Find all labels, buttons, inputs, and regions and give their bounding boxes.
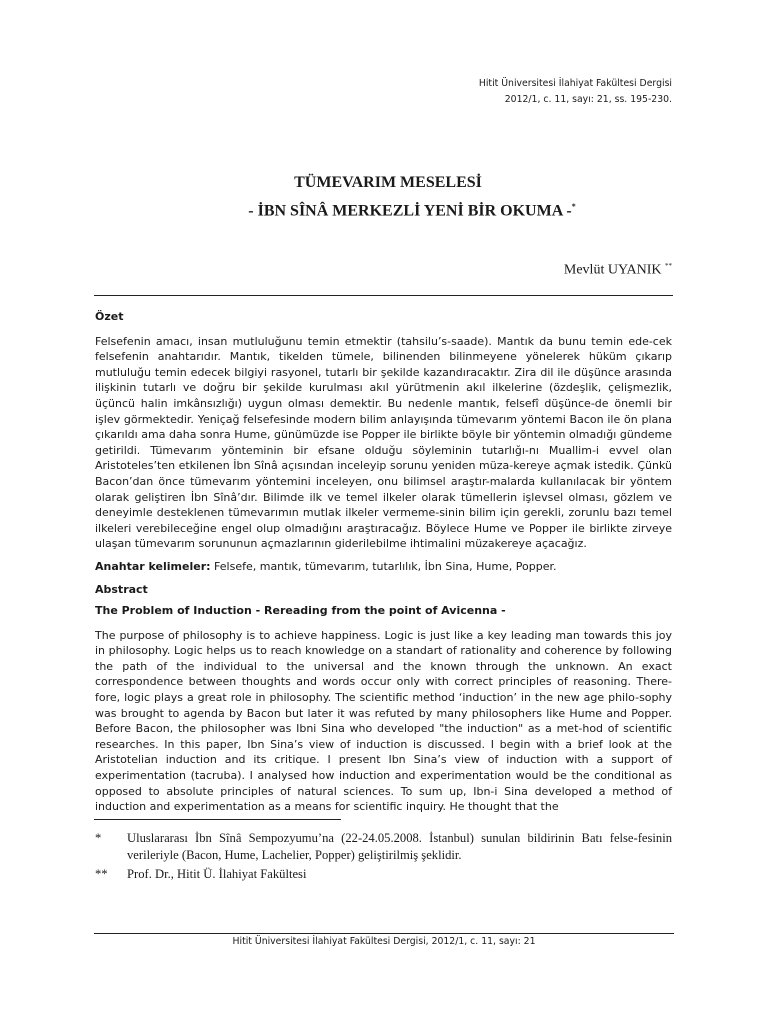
footnotes [95, 830, 672, 885]
keywords-label: Anahtar kelimeler: [95, 559, 211, 573]
ozet-section [95, 309, 672, 815]
header-divider [94, 295, 673, 296]
footnote [95, 866, 672, 883]
footer-divider [94, 933, 674, 934]
journal-issue: 2012/1, c. 11, sayı: 21, ss. 195-230. [504, 94, 672, 105]
keywords [95, 559, 672, 575]
abstract-body: The purpose of philosophy is to achieve happiness. Logic is just like a key leading man towards this joy in philosophy. Logic helps us to reach knowledge on a standart of rationality and coherence by following the path of the individual to the universal and the known through the unknown. An exact correspondence between thoughts and words occur only with correct principles of reasoning. There-fore, logic plays a great role in philosophy. The scientific method ‘induction’ in the new age philo-sophy was brought to agenda by Bacon but later it was refuted by many philosophers like Hume and Popper. Before Bacon, the philosopher was Ibni Sina who developed "the induction" as a met-hod of scientific researches. In this paper, Ibn Sina’s view of induction is discussed. I begin with a brief look at the Aristotelian induction and its critique. I present Ibn Sina’s view of induction with a support of experimentation (tacruba). I analysed how induction and experimentation would be the conditional as opposed to absolute principles of natural sciences. To sum up, Ibn-i Sina developed a method of induction and experimentation as a means for scientific inquiry. He thought that the [95, 628, 672, 814]
footnote [95, 830, 672, 864]
footnote-mark: * [95, 831, 102, 845]
abstract-subtitle: The Problem of Induction - Rereading from the point of Avicenna - [95, 604, 506, 618]
author-name: Mevlüt UYANIK [563, 262, 662, 278]
footnote-divider [94, 819, 341, 820]
author [564, 262, 672, 279]
footnote-text: Prof. Dr., Hitit Ü. İlahiyat Fakültesi [127, 867, 307, 881]
title-footnote-mark: * [571, 202, 576, 211]
article-title: TÜMEVARIM MESELESİ [294, 174, 482, 191]
journal-name: Hitit Üniversitesi İlahiyat Fakültesi Dergisi [478, 78, 672, 89]
author-footnote-mark: ** [665, 262, 672, 270]
article-subtitle [28, 202, 768, 220]
page-footer: Hitit Üniversitesi İlahiyat Fakültesi Dergisi, 2012/1, c. 11, sayı: 21 [232, 936, 536, 947]
keywords-text: Felsefe, mantık, tümevarım, tutarlılık, İbn Sina, Hume, Popper. [210, 559, 557, 573]
abstract-heading: Abstract [95, 582, 148, 596]
journal-header [479, 76, 672, 108]
footnote-text: Uluslararası İbn Sînâ Sempozyumu’na (22-24.05.2008. İstanbul) sunulan bildirinin Batı felse-fesinin verileriyle (Bacon, Hume, Lachelier, Popper) geliştirilmiş şeklidir. [127, 831, 672, 862]
article-subtitle-text: - İBN SÎNÂ MERKEZLİ YENİ BİR OKUMA - [248, 202, 572, 220]
footnote-mark: ** [95, 867, 108, 881]
ozet-body: Felsefenin amacı, insan mutluluğunu temin etmektir (tahsilu’s-saade). Mantık da bunu temin ede-cek felsefenin anahtarıdır. Mantık, tikelden tümele, bilinenden bilinmeyene yönelerek hüküm çıkarıp mutluluğu temin edecek bilgiyi rasyonel, tutarlı bir şekilde kazandıracaktır. Zira dil ile düşünce arasında ilişkinin tutarlı ve doğru bir şekilde kurulması akıl yürütmenin akıl ilkelerine (özdeşlik, çelişmezlik, üçüncü halin imkânsızlığı) uygun olması demektir. Bu nedenle mantık, felsefî düşünce-de önemli bir işlev görmektedir. Yeniçağ felsefesinde modern bilim anlayışında tümevarım yöntemi Bacon ile ön plana çıkarıldı ama daha sonra Hume, günümüzde ise Popper ile birlikte böyle bir yöntemin olmadığı gündeme getirildi. Tümevarım yönteminin bir efsane olduğu söyleminin tutarlığı-nı Muallim-i evvel olan Aristoteles’ten etkilenen İbn Sînâ açısından inceleyip sorunu yeniden müza-kereye açmak istedik. Çünkü Bacon’dan önce tümevarım yöntemini inceleyen, onu bilimsel araştır-malarda kullanılacak bir yöntem olarak geliştiren İbn Sînâ’dır. Bilimde ilk ve temel ilkeler olarak tümellerin işlevsel olması, gözlem ve deneyimle desteklenen tümevarımın mutlak ilkeler vermeme-sinin bilim için gerekli, zorunlu bazı temel ilkeleri verebileceğine engel olup olmadığını araştıracağız. Böylece Hume ve Popper ile birlikte zirveye ulaşan tümevarım sorununun açmazlarının giderilebilme ihtimalini müzakereye açacağız. [95, 334, 672, 551]
ozet-heading: Özet [95, 310, 124, 323]
